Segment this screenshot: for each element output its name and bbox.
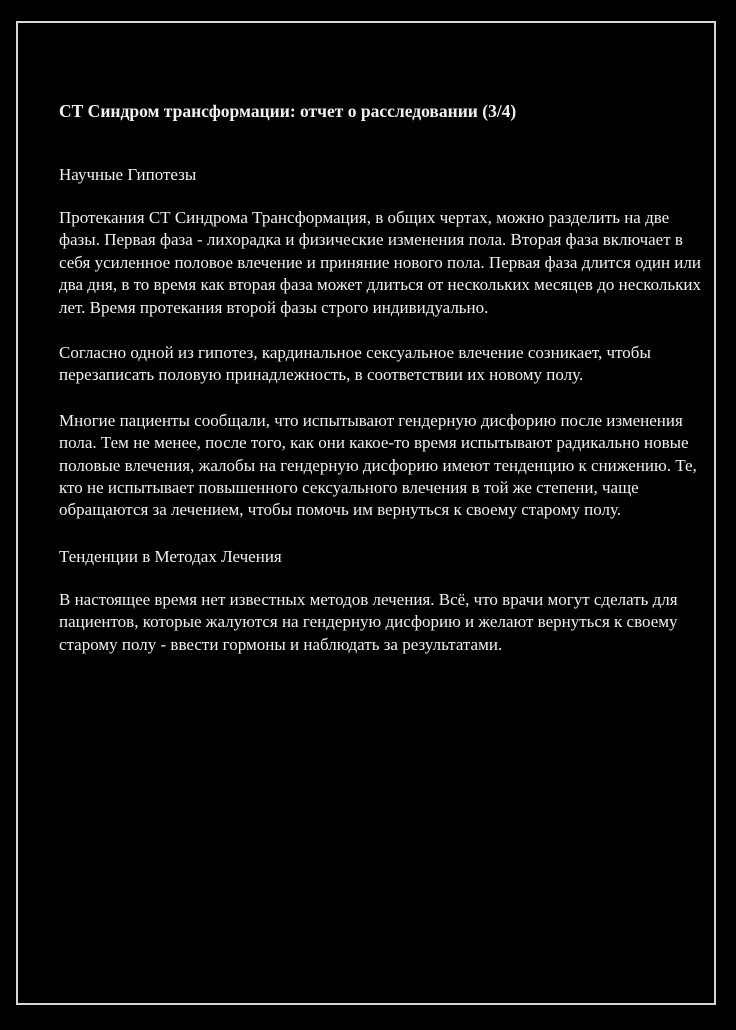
report-content [59,100,701,679]
paragraph-treatment-status: В настоящее время нет известных методов лечения. Всё, что врачи могут сделать для пациентов, которые жалуются на гендерную дисфорию и желают вернуться к своему старому полу - ввести гормоны и наблюдать за результатами. [59,589,678,654]
report-title: СТ Синдром трансформации: отчет о расследовании (3/4) [59,101,517,121]
paragraph-hypothesis-rewrite: Согласно одной из гипотез, кардинальное сексуальное влечение созникает, чтобы перезаписать половую принадлежность, в соответствии их новому полу. [59,343,651,385]
paragraph-phases-overview: Протекания СТ Синдрома Трансформация, в общих чертах, можно разделить на две фазы. Первая фаза - лихорадка и физические изменения пола. Вторая фаза включает в себя усиленное половое влечение и приняние нового пола. Первая фаза длится один или два дня, в то время как вторая фаза может длиться от нескольких месяцев до нескольких лет. Время протекания второй фазы строго индивидуально. [59,208,701,317]
section-heading-scientific-hypotheses: Научные Гипотезы [59,165,197,184]
section-heading-treatment-trends: Тенденции в Методах Лечения [59,546,282,566]
page-border-frame [16,21,716,1005]
paragraph-gender-dysphoria: Многие пациенты сообщали, что испытывают гендерную дисфорию после изменения пола. Тем не менее, после того, как они какое-то время испытывают радикально новые половые влечения, жалобы на гендерную дисфорию имеют тенденцию к снижению. Те, кто не испытывает повышенного сексуального влечения в той же степени, чаще обращаются за лечением, чтобы помочь им вернуться к своему старому полу. [59,410,697,520]
